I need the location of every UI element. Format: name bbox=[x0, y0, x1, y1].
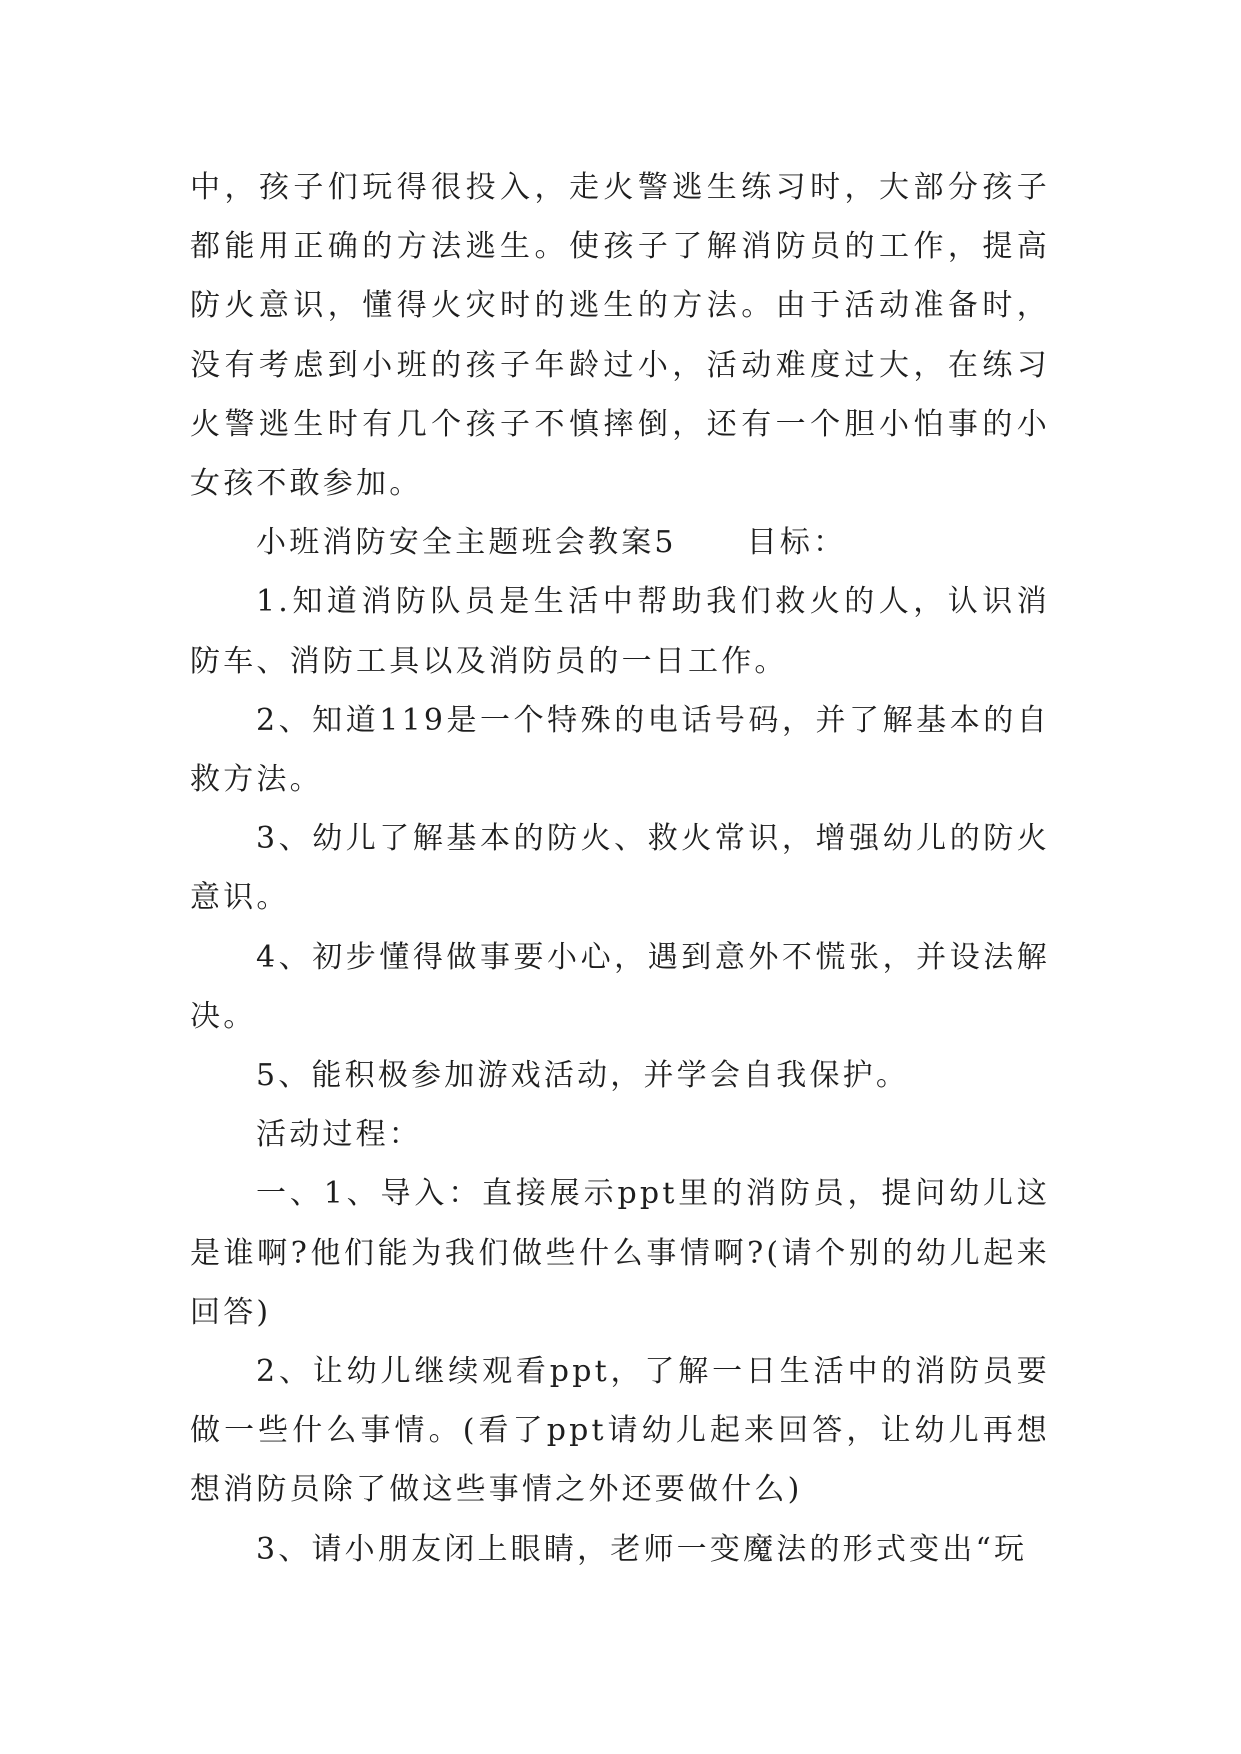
paragraph-goal-2: 2、知道119是一个特殊的电话号码，并了解基本的自救方法。 bbox=[190, 702, 1050, 798]
paragraph-goal-1: 1.知道消防队员是生活中帮助我们救火的人，认识消防车、消防工具以及消防员的一日工作。 bbox=[190, 584, 1050, 679]
paragraph-step-2: 2、让幼儿继续观看ppt，了解一日生活中的消防员要做一些什么事情。(看了ppt请幼儿起来回答，让幼儿再想想消防员除了做这些事情之外还要做什么) bbox=[190, 1354, 1050, 1508]
lesson-plan-title: 小班消防安全主题班会教案5 bbox=[256, 525, 677, 561]
paragraph-process-heading: 活动过程： bbox=[256, 1117, 422, 1153]
paragraph-goal-5: 5、能积极参加游戏活动，并学会自我保护。 bbox=[256, 1058, 910, 1094]
paragraph-reflection: 中，孩子们玩得很投入，走火警逃生练习时，大部分孩子都能用正确的方法逃生。使孩子了解消防员的工作，提高防火意识，懂得火灾时的逃生的方法。由于活动准备时，没有考虑到小班的孩子年龄过小，活动难度过大，在练习火警逃生时有几个孩子不慎摔倒，还有一个胆小怕事的小女孩不敢参加。 bbox=[190, 170, 1050, 502]
paragraph-goal-4: 4、初步懂得做事要小心，遇到意外不慌张，并设法解决。 bbox=[190, 939, 1050, 1034]
goals-label: 目标： bbox=[746, 525, 847, 561]
paragraph-step-3: 3、请小朋友闭上眼睛，老师一变魔法的形式变出“玩 bbox=[256, 1531, 1028, 1567]
paragraph-step-1: 一、1、导入：直接展示ppt里的消防员，提问幼儿这是谁啊?他们能为我们做些什么事情啊?(请个别的幼儿起来回答) bbox=[190, 1176, 1050, 1330]
document-page bbox=[190, 158, 1050, 1579]
paragraph-section-heading bbox=[190, 513, 1050, 572]
paragraph-goal-3: 3、幼儿了解基本的防火、救火常识，增强幼儿的防火意识。 bbox=[190, 821, 1050, 916]
